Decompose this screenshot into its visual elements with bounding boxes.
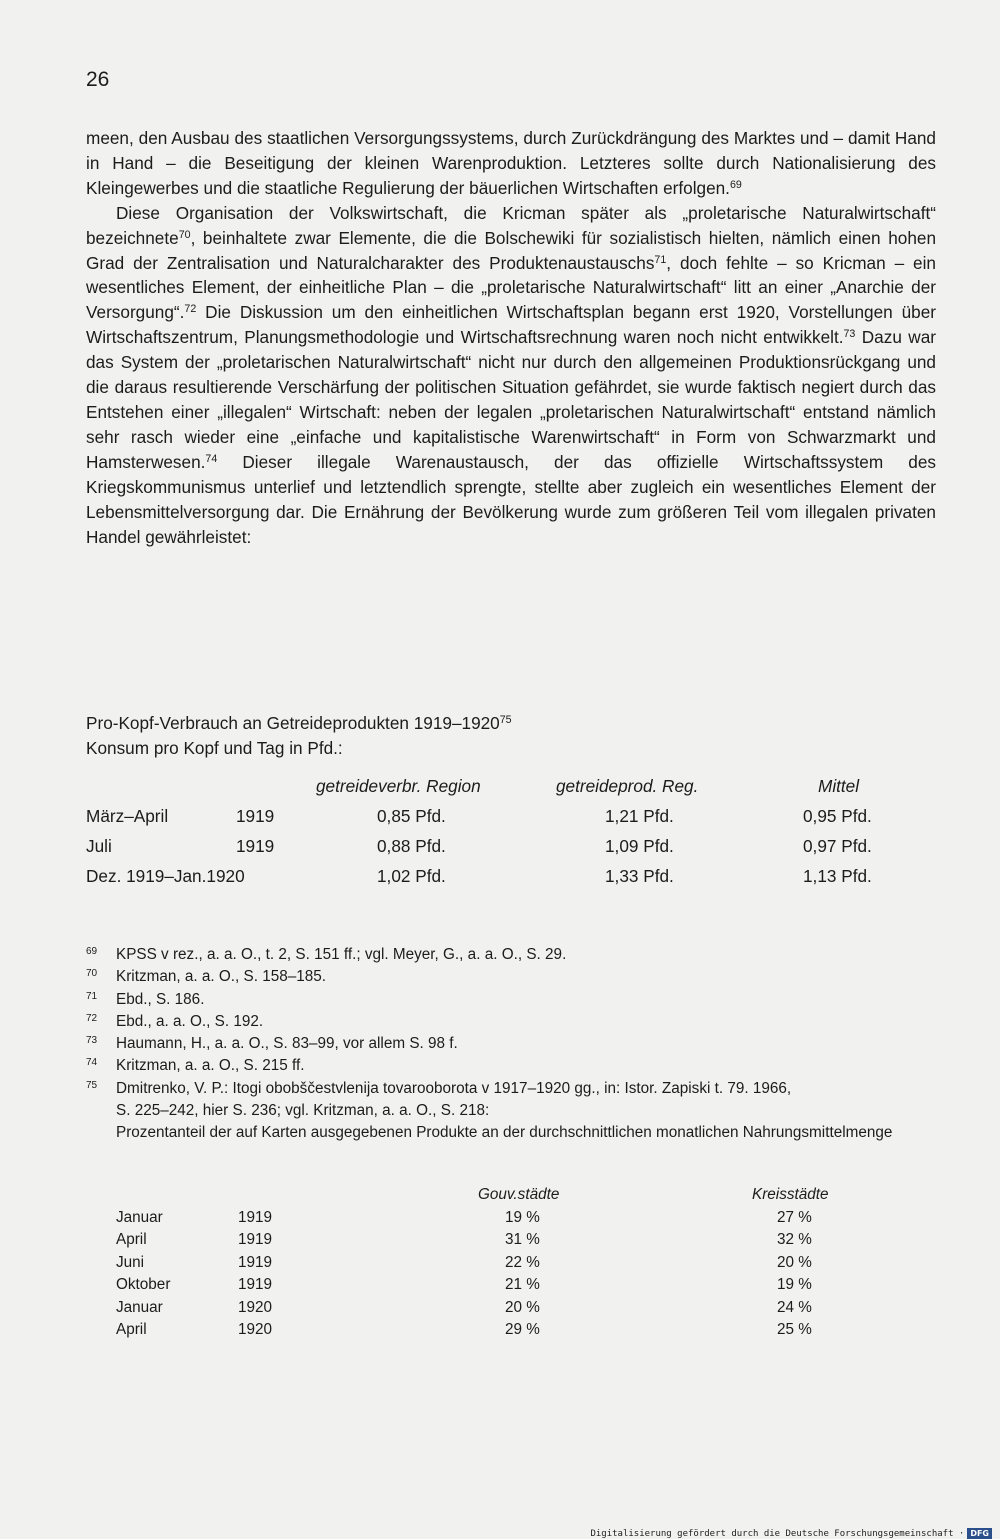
row-month: Juni bbox=[116, 1253, 145, 1271]
footnote-ref: 71 bbox=[654, 253, 667, 266]
row-year: 1919 bbox=[236, 836, 275, 856]
footnote bbox=[86, 1078, 946, 1100]
column-header: getreideprod. Reg. bbox=[556, 776, 699, 796]
digitization-credit: Digitalisierung gefördert durch die Deutsche Forschungsgemeinschaft · bbox=[590, 1528, 965, 1539]
footnote-text: Kritzman, a. a. O., S. 158–185. bbox=[116, 968, 327, 986]
footnote-text: Ebd., S. 186. bbox=[116, 990, 205, 1008]
table-row bbox=[116, 1297, 876, 1320]
table-row bbox=[116, 1229, 876, 1252]
footnote-number: 70 bbox=[86, 968, 98, 980]
cell-value: 31 % bbox=[505, 1231, 540, 1248]
row-year: 1919 bbox=[236, 806, 275, 826]
table-row bbox=[116, 1319, 876, 1342]
footnote-text: KPSS v rez., a. a. O., t. 2, S. 151 ff.; vgl. Meyer, G., a. a. O., S. 29. bbox=[116, 946, 567, 963]
cell-value: 0,95 Pfd. bbox=[803, 806, 872, 826]
row-year: 1919 bbox=[238, 1231, 273, 1248]
footnote bbox=[86, 989, 946, 1011]
footnote bbox=[86, 1055, 946, 1077]
footnote-ref: 75 bbox=[499, 714, 512, 727]
row-month: April bbox=[116, 1231, 147, 1248]
dfg-logo: DFG bbox=[967, 1528, 992, 1539]
footnote-text: Ebd., a. a. O., S. 192. bbox=[116, 1012, 264, 1030]
row-label: Dez. 1919–Jan.1920 bbox=[86, 866, 245, 886]
footnote bbox=[86, 966, 946, 988]
table-row bbox=[116, 1274, 876, 1297]
row-year: 1919 bbox=[238, 1253, 273, 1271]
paragraph-text: meen, den Ausbau des staatlichen Versorgungssystems, durch Zurückdrängung des Marktes und – damit Hand in Hand – die Beseitigung der kleinen Warenproduktion. Letzteres sollte durch Nationalisierung des Kleingewerbes und die staatliche Regulierung der bäuerlichen Wirtschaften erfolgen. bbox=[86, 128, 936, 198]
cell-value: 0,88 Pfd. bbox=[377, 836, 446, 856]
footnote-number: 71 bbox=[86, 990, 98, 1002]
row-year: 1919 bbox=[238, 1208, 273, 1226]
table1-title-text: Pro-Kopf-Verbrauch an Getreideprodukten 1919–1920 bbox=[86, 713, 500, 733]
paragraph-1 bbox=[86, 126, 936, 201]
cell-value: 27 % bbox=[777, 1208, 812, 1226]
table-header-row bbox=[86, 776, 916, 806]
footnote bbox=[86, 1033, 946, 1055]
footnotes bbox=[86, 944, 946, 1145]
table-row bbox=[116, 1207, 876, 1230]
footnote-text: Kritzman, a. a. O., S. 215 ff. bbox=[116, 1057, 305, 1075]
row-month: Januar bbox=[116, 1208, 163, 1226]
body-text bbox=[86, 126, 936, 549]
cell-value: 21 % bbox=[505, 1276, 540, 1293]
footnote-number: 74 bbox=[86, 1057, 98, 1069]
row-label: Juli bbox=[86, 836, 112, 856]
footnote-number: 69 bbox=[86, 946, 98, 957]
row-label: März–April bbox=[86, 806, 169, 826]
cell-value: 1,33 Pfd. bbox=[605, 866, 674, 886]
paragraph-text: , doch fehlte – so Kricman – ein wesentliches Element, der einheitliche Plan – die „proletarische Naturalwirtschaft“ litt an einer „Anarchie der Versorgung“. bbox=[86, 252, 936, 323]
paragraph-text: Diese Organisation der Volkswirtschaft, die Kricman später als „proletarische Naturalwirtschaft“ bezeichnete bbox=[86, 202, 936, 248]
cell-value: 25 % bbox=[777, 1321, 812, 1338]
paragraph-2 bbox=[86, 201, 936, 550]
table-row bbox=[116, 1252, 876, 1275]
row-year: 1919 bbox=[238, 1276, 273, 1293]
column-header: Kreisstädte bbox=[752, 1186, 829, 1203]
cell-value: 0,97 Pfd. bbox=[803, 836, 872, 856]
page-number: 26 bbox=[86, 68, 110, 91]
table-row bbox=[86, 806, 916, 836]
table1-title bbox=[86, 711, 512, 736]
footnote bbox=[86, 944, 946, 966]
column-header: getreideverbr. Region bbox=[316, 776, 481, 796]
table-header-row bbox=[116, 1184, 876, 1207]
cell-value: 1,13 Pfd. bbox=[803, 866, 872, 886]
cell-value: 32 % bbox=[777, 1231, 812, 1248]
footnote-number: 75 bbox=[86, 1079, 98, 1091]
table-row bbox=[86, 866, 916, 896]
cell-value: 24 % bbox=[777, 1298, 812, 1316]
table1-subtitle: Konsum pro Kopf und Tag in Pfd.: bbox=[86, 737, 343, 758]
cell-value: 20 % bbox=[777, 1253, 812, 1271]
footnote bbox=[86, 1011, 946, 1033]
cell-value: 29 % bbox=[505, 1321, 540, 1338]
footnote-ref: 74 bbox=[205, 452, 218, 465]
cell-value: 1,02 Pfd. bbox=[377, 866, 446, 886]
cell-value: 0,85 Pfd. bbox=[377, 806, 446, 826]
footnote-ref: 70 bbox=[178, 228, 191, 241]
footnote-number: 73 bbox=[86, 1035, 98, 1047]
paragraph-text: Dieser illegale Warenaustausch, der das offizielle Wirtschaftssystem des Kriegskommunismus unterlief und letztendlich sprengte, stellte aber zugleich ein wesentliches Element der Lebensmittelversorgung dar. Die Ernährung der Bevölkerung wurde zum größeren Teil vom illegalen privaten Handel gewährleistet: bbox=[86, 451, 936, 547]
column-header: Gouv.städte bbox=[478, 1186, 560, 1203]
column-header: Mittel bbox=[818, 776, 860, 796]
cell-value: 20 % bbox=[505, 1298, 540, 1316]
row-month: Januar bbox=[116, 1298, 163, 1316]
footnote-ref: 72 bbox=[184, 303, 197, 316]
footnote-ref: 69 bbox=[729, 178, 742, 191]
row-month: Oktober bbox=[116, 1276, 171, 1293]
cell-value: 22 % bbox=[505, 1253, 540, 1271]
table-row bbox=[86, 836, 916, 866]
footnote-number: 72 bbox=[86, 1012, 98, 1024]
footnote-ref: 73 bbox=[843, 328, 856, 341]
footnote-text: Dmitrenko, V. P.: Itogi obobščestvlenija tovarooborota v 1917–1920 gg., in: Istor. Zapiski t. 79. 1966, bbox=[116, 1079, 792, 1097]
consumption-table bbox=[86, 776, 916, 896]
cell-value: 19 % bbox=[505, 1208, 540, 1226]
row-year: 1920 bbox=[238, 1298, 273, 1316]
paragraph-text: Dazu war das System der „proletarischen Naturalwirtschaft“ nicht nur durch den allgemeinen Produktionsrückgang und die daraus resultierende Verschärfung der politischen Situation gefährdet, sie wurde faktisch negiert durch das Entstehen einer „illegalen“ Wirtschaft: neben der legalen „proletarischen Naturalwirtschaft“ entstand nämlich sehr rasch wieder eine „einfache und kapitalistische Warenwirtschaft“ in Form von Schwarzmarkt und Hamsterwesen. bbox=[86, 327, 936, 472]
digitization-footer bbox=[590, 1528, 992, 1539]
row-month: April bbox=[116, 1321, 147, 1338]
ration-share-table bbox=[116, 1184, 876, 1342]
cell-value: 19 % bbox=[777, 1276, 812, 1293]
table1-caption bbox=[86, 711, 512, 761]
footnote-continuation: S. 225–242, hier S. 236; vgl. Kritzman, a. a. O., S. 218: bbox=[116, 1102, 490, 1120]
paragraph-text: , beinhaltete zwar Elemente, die die Bolschewiki für sozialistisch hielten, nämlich einen hohen Grad der Zentralisation und Naturalcharakter des Produktenaustauschs bbox=[86, 227, 936, 273]
footnote-text: Haumann, H., a. a. O., S. 83–99, vor allem S. 98 f. bbox=[116, 1035, 458, 1053]
cell-value: 1,21 Pfd. bbox=[605, 806, 674, 826]
paragraph-text: Die Diskussion um den einheitlichen Wirtschaftsplan begann erst 1920, Vorstellungen über Wirtschaftszentrum, Planungsmethodologie und Wirtschaftsrechnung waren noch nicht entwikkelt. bbox=[86, 302, 936, 348]
cell-value: 1,09 Pfd. bbox=[605, 836, 674, 856]
row-year: 1920 bbox=[238, 1321, 273, 1338]
footnote-continuation: Prozentanteil der auf Karten ausgegebenen Produkte an der durchschnittlichen monatlichen Nahrungsmittelmenge bbox=[116, 1124, 893, 1142]
